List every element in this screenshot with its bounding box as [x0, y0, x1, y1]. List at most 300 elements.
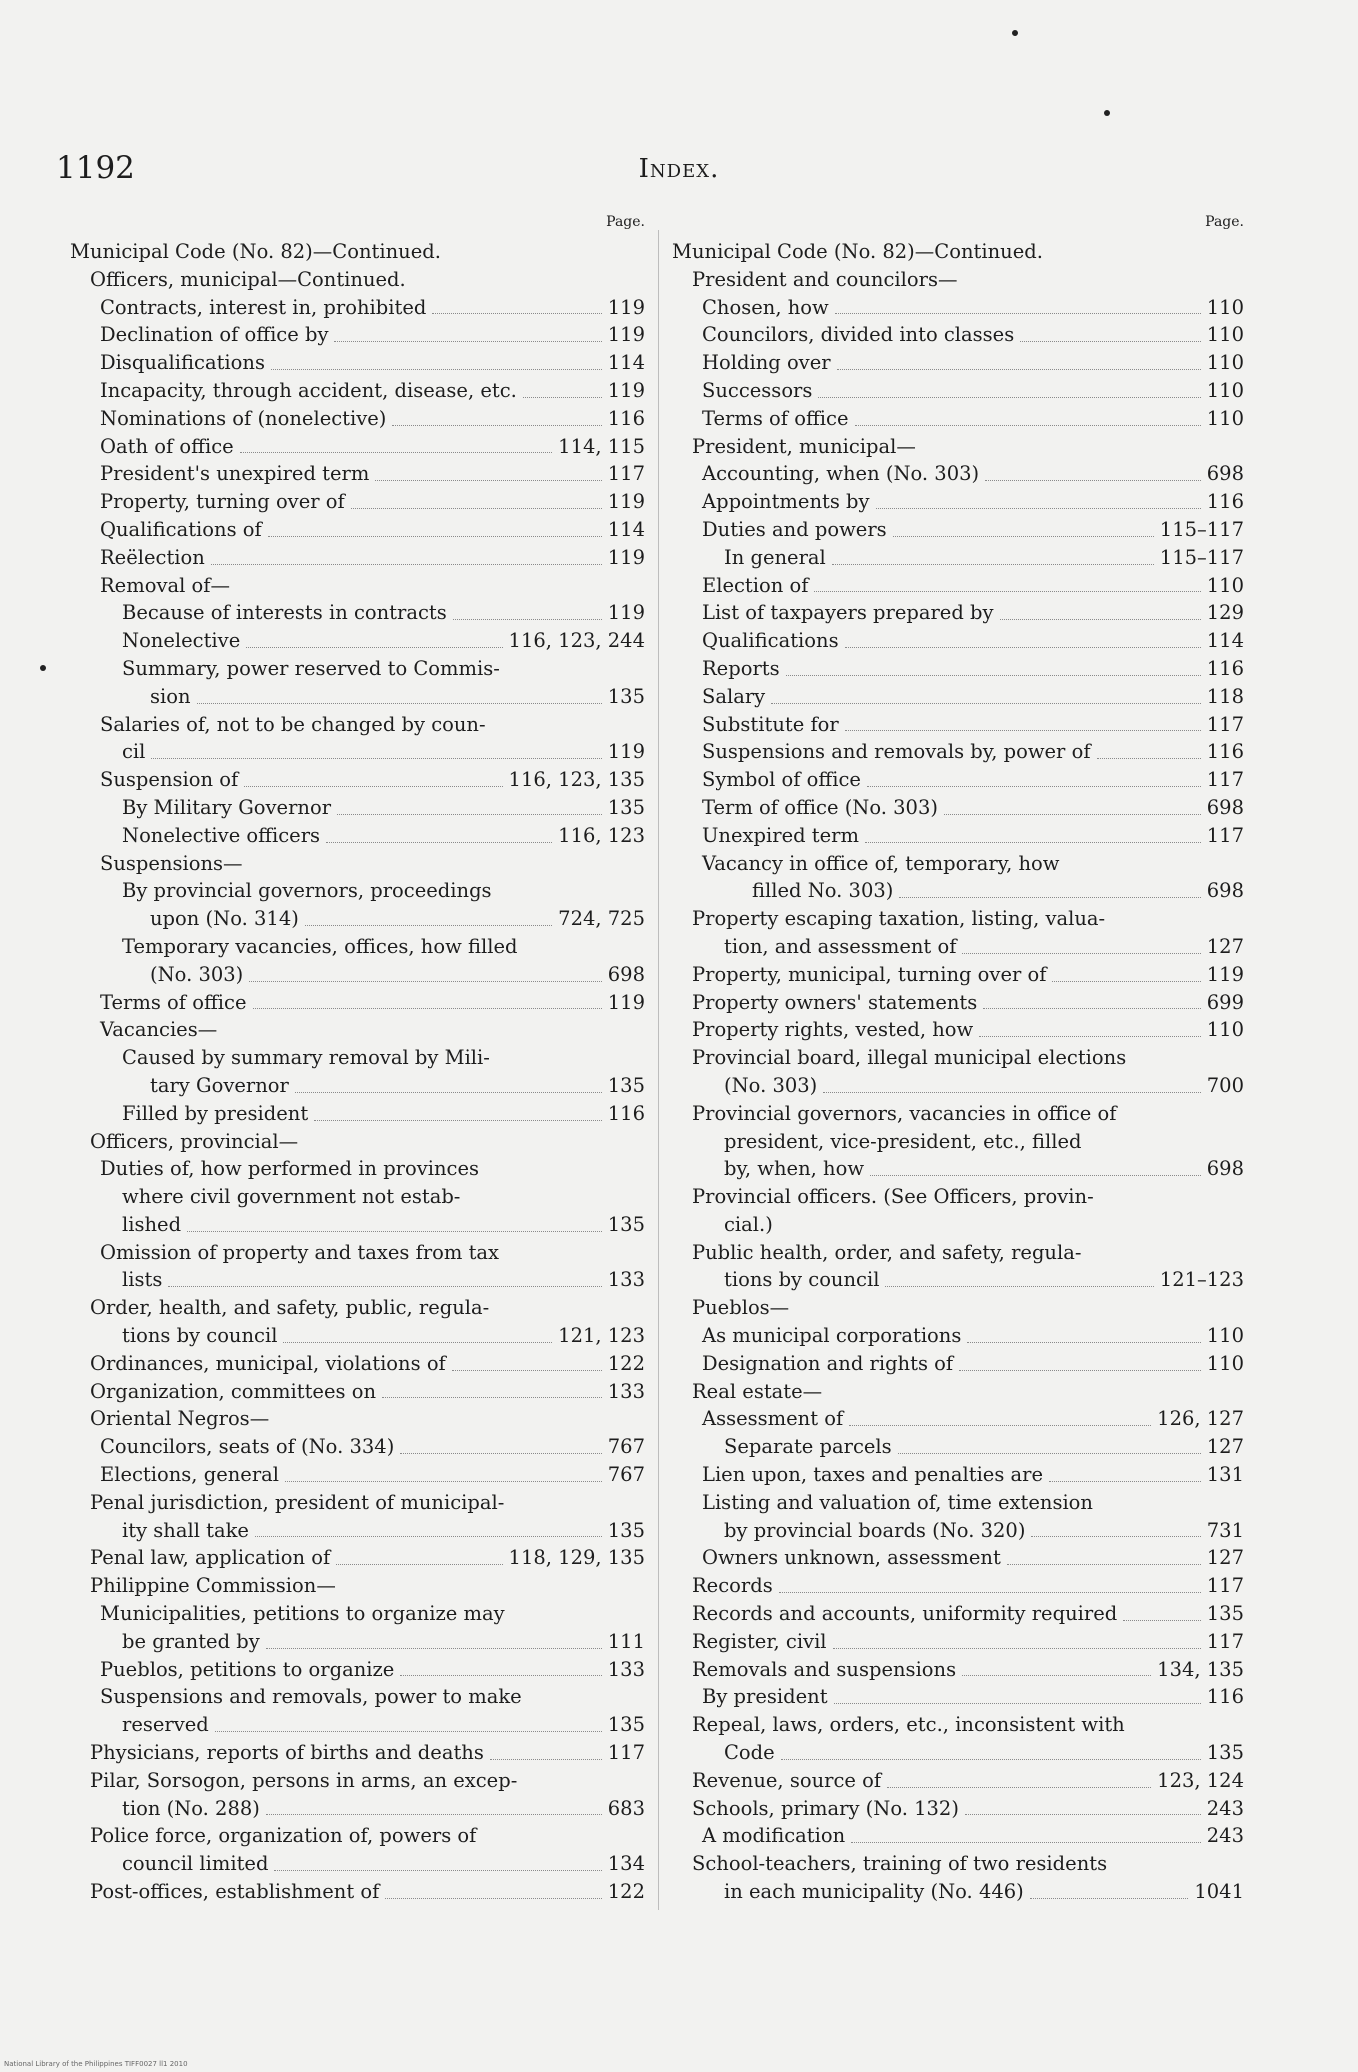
index-entry-page: 133 — [607, 1379, 645, 1403]
index-entry — [672, 738, 1244, 766]
index-entry — [672, 1795, 1244, 1823]
index-entry-text: Oath of office — [100, 434, 234, 458]
dot-leader — [1000, 619, 1201, 620]
index-entry-page: 117 — [1206, 768, 1244, 792]
dot-leader — [1030, 1898, 1189, 1899]
index-entry-text: Register, civil — [692, 1629, 827, 1653]
index-entry-page: 110 — [1206, 351, 1244, 375]
index-entry-page: 134, 135 — [1157, 1657, 1244, 1681]
index-entry-text: filled No. 303) — [752, 879, 894, 903]
index-entry-page: 129 — [1206, 601, 1244, 625]
dot-leader — [244, 786, 502, 787]
index-entry-text: Code — [724, 1741, 775, 1765]
dot-leader — [453, 619, 602, 620]
index-entry-text: Nonelective officers — [122, 823, 321, 847]
index-entry — [70, 738, 645, 766]
index-entry-page: 135 — [607, 795, 645, 819]
index-entry — [70, 599, 645, 627]
index-entry — [70, 1378, 645, 1406]
index-entry-text: be granted by — [122, 1629, 260, 1653]
dot-leader — [211, 564, 602, 565]
index-entry-text: Revenue, source of — [692, 1768, 882, 1792]
index-entry-text: Term of office (No. 303) — [702, 795, 938, 819]
dot-leader — [1052, 981, 1200, 982]
dot-leader — [337, 814, 602, 815]
index-entry-page: 119 — [607, 990, 645, 1014]
index-entry-text: Because of interests in contracts — [122, 601, 447, 625]
dot-leader — [375, 480, 601, 481]
index-entry-page: 114, 115 — [558, 434, 645, 458]
index-entry — [70, 572, 645, 600]
dot-leader — [779, 1592, 1201, 1593]
index-entry-text: Philippine Commission— — [90, 1574, 336, 1598]
index-entry — [672, 266, 1244, 294]
index-entry — [70, 1100, 645, 1128]
dot-leader — [887, 1787, 1151, 1788]
index-column-right — [672, 214, 1244, 1906]
page-title: Index. — [638, 154, 720, 184]
dot-leader — [837, 369, 1201, 370]
index-entry-text: Property escaping taxation, listing, valua- — [692, 907, 1106, 931]
index-entry — [672, 405, 1244, 433]
dot-leader — [870, 1175, 1201, 1176]
index-entry-text: Nonelective — [122, 629, 241, 653]
index-entry — [672, 961, 1244, 989]
index-entry-text: cial.) — [724, 1212, 773, 1236]
index-entry-page: 111 — [607, 1629, 645, 1653]
dot-leader — [899, 897, 1200, 898]
index-entry — [672, 1016, 1244, 1044]
index-entry-text: Property, turning over of — [100, 490, 345, 514]
dot-leader — [959, 1370, 1201, 1371]
index-entry — [70, 1266, 645, 1294]
dot-leader — [240, 452, 553, 453]
index-entry-text: Chosen, how — [702, 295, 829, 319]
index-entry-page: 121, 123 — [558, 1324, 645, 1348]
dot-leader — [452, 1370, 602, 1371]
index-entry — [672, 460, 1244, 488]
index-entry-text: Election of — [702, 573, 809, 597]
index-entry — [70, 1405, 645, 1433]
index-entry — [672, 1461, 1244, 1489]
index-column-left — [70, 214, 645, 1906]
index-entry-text: upon (No. 314) — [150, 907, 299, 931]
index-entry-page: 135 — [607, 1713, 645, 1737]
index-entry-text: Designation and rights of — [702, 1351, 954, 1375]
index-entry — [672, 1600, 1244, 1628]
index-entry — [70, 1878, 645, 1906]
index-entry — [672, 1822, 1244, 1850]
index-entry-text: Records and accounts, uniformity required — [692, 1602, 1118, 1626]
dot-leader — [944, 814, 1201, 815]
index-entry-page: 699 — [1206, 990, 1244, 1014]
index-entry-text: tions by council — [724, 1268, 880, 1292]
index-entry-page: 110 — [1206, 406, 1244, 430]
index-entry-page: 767 — [607, 1463, 645, 1487]
index-entry — [70, 1795, 645, 1823]
index-entry-text: Duties and powers — [702, 517, 887, 541]
index-entry-text: Duties of, how performed in provinces — [100, 1157, 480, 1181]
index-entry-text: Suspensions— — [100, 851, 243, 875]
index-entry-page: 135 — [607, 1073, 645, 1097]
index-entry-text: Municipalities, petitions to organize may — [100, 1602, 505, 1626]
index-entry-text: As municipal corporations — [702, 1324, 962, 1348]
index-entry — [672, 1211, 1244, 1239]
index-entry — [70, 1517, 645, 1545]
index-entry — [70, 460, 645, 488]
index-entry-text: Assessment of — [702, 1407, 844, 1431]
index-entry-page: 118, 129, 135 — [508, 1546, 645, 1570]
index-entry — [672, 1350, 1244, 1378]
index-entry-page: 134 — [607, 1852, 645, 1876]
index-entry-text: (No. 303) — [724, 1073, 818, 1097]
index-entries-left — [70, 238, 645, 1906]
index-entry — [70, 1183, 645, 1211]
dot-leader — [845, 647, 1201, 648]
index-entry-text: Suspensions and removals by, power of — [702, 740, 1091, 764]
index-entry-page: 133 — [607, 1268, 645, 1292]
index-entry-text: Reëlection — [100, 545, 205, 569]
index-entry — [672, 1044, 1244, 1072]
index-entry-text: Separate parcels — [724, 1435, 892, 1459]
index-entry-text: tion, and assessment of — [724, 934, 957, 958]
index-entry-text: Officers, municipal—Continued. — [90, 267, 406, 291]
index-entry-text: Public health, order, and safety, regula- — [692, 1240, 1082, 1264]
index-entry — [70, 1822, 645, 1850]
dot-leader — [400, 1453, 601, 1454]
page-column-label: Page. — [606, 214, 645, 230]
index-entry — [70, 1433, 645, 1461]
index-entry-page: 115–117 — [1159, 517, 1244, 541]
index-entry — [70, 1350, 645, 1378]
index-entry — [70, 1600, 645, 1628]
dot-leader — [400, 1675, 601, 1676]
index-entry — [70, 1767, 645, 1795]
index-entry-page: 123, 124 — [1157, 1768, 1244, 1792]
index-entry — [70, 321, 645, 349]
index-entry — [70, 1211, 645, 1239]
index-entry — [70, 1656, 645, 1684]
index-entry — [70, 294, 645, 322]
index-entry — [672, 1767, 1244, 1795]
index-entry-text: Disqualifications — [100, 351, 265, 375]
index-entry-page: 683 — [607, 1796, 645, 1820]
index-entry — [672, 1155, 1244, 1183]
dot-leader — [786, 675, 1201, 676]
index-entry-text: Holding over — [702, 351, 831, 375]
dot-leader — [249, 981, 601, 982]
index-entry — [70, 433, 645, 461]
index-entry-text: Municipal Code (No. 82)—Continued. — [672, 240, 1043, 263]
index-entry — [70, 1239, 645, 1267]
index-entry — [70, 1072, 645, 1100]
index-entry-page: 135 — [1206, 1741, 1244, 1765]
index-entry-text: Municipal Code (No. 82)—Continued. — [70, 240, 441, 263]
index-entry-text: Provincial officers. (See Officers, provin- — [692, 1185, 1094, 1209]
index-entry-page: 110 — [1206, 1018, 1244, 1042]
dot-leader — [1007, 1564, 1201, 1565]
index-entry-text: tary Governor — [150, 1073, 289, 1097]
index-entry — [672, 294, 1244, 322]
index-entry-text: Organization, committees on — [90, 1379, 377, 1403]
index-entry-text: Caused by summary removal by Mili- — [122, 1046, 490, 1070]
index-entry — [70, 377, 645, 405]
index-entry-page: 110 — [1206, 323, 1244, 347]
index-entries-right — [672, 238, 1244, 1906]
index-entry — [70, 766, 645, 794]
index-entry-text: Vacancy in office of, temporary, how — [702, 851, 1060, 875]
index-entry-text: Councilors, seats of (No. 334) — [100, 1435, 395, 1459]
index-entry — [70, 1628, 645, 1656]
index-entry-text: Suspension of — [100, 768, 239, 792]
index-entry-text: Successors — [702, 378, 813, 402]
index-entry-page: 698 — [607, 962, 645, 986]
index-entry — [70, 1044, 645, 1072]
index-entry-page: 119 — [607, 601, 645, 625]
dot-leader — [255, 1536, 602, 1537]
index-entry-page: 110 — [1206, 1351, 1244, 1375]
index-entry — [672, 572, 1244, 600]
index-entry-page: 1041 — [1194, 1880, 1244, 1904]
index-entry — [672, 1683, 1244, 1711]
index-entry — [70, 1128, 645, 1156]
dot-leader — [271, 369, 602, 370]
index-entry-text: cil — [122, 740, 146, 764]
dot-leader — [1097, 758, 1201, 759]
index-entry — [70, 989, 645, 1017]
index-entry-text: (No. 303) — [150, 962, 244, 986]
index-entry — [672, 321, 1244, 349]
index-entry-page: 127 — [1206, 934, 1244, 958]
index-entry-text: Temporary vacancies, offices, how filled — [122, 934, 518, 958]
index-entry-page: 119 — [607, 295, 645, 319]
index-entry-text: Councilors, divided into classes — [702, 323, 1015, 347]
dot-leader — [818, 397, 1200, 398]
dot-leader — [382, 1397, 602, 1398]
page-number: 1192 — [56, 150, 135, 186]
index-entry-page: 117 — [1206, 1629, 1244, 1653]
index-entry — [672, 683, 1244, 711]
index-entry-page: 117 — [1206, 1574, 1244, 1598]
index-entry-text: Summary, power reserved to Commis- — [122, 656, 500, 680]
index-entry-page: 131 — [1206, 1463, 1244, 1487]
index-entry-text: Pilar, Sorsogon, persons in arms, an excep- — [90, 1768, 518, 1792]
dot-leader — [771, 703, 1201, 704]
index-entry-text: Schools, primary (No. 132) — [692, 1796, 959, 1820]
index-entry-page: 243 — [1206, 1824, 1244, 1848]
dot-leader — [392, 425, 601, 426]
index-entry-page: 122 — [607, 1351, 645, 1375]
dot-leader — [849, 1425, 1151, 1426]
index-entry-text: Provincial governors, vacancies in office of — [692, 1101, 1117, 1125]
index-entry — [70, 961, 645, 989]
index-entry-text: President, municipal— — [692, 434, 916, 458]
index-entry-text: Records — [692, 1574, 773, 1598]
index-entry — [672, 1322, 1244, 1350]
index-entry-text: Contracts, interest in, prohibited — [100, 295, 427, 319]
dot-leader — [285, 1481, 602, 1482]
index-entry-text: by, when, how — [724, 1157, 865, 1181]
index-entry — [70, 1489, 645, 1517]
index-entry-page: 127 — [1206, 1546, 1244, 1570]
index-entry-page: 135 — [607, 1212, 645, 1236]
dot-leader — [898, 1453, 1201, 1454]
index-entry — [70, 516, 645, 544]
index-entry-page: 110 — [1206, 573, 1244, 597]
index-entry-page: 119 — [607, 490, 645, 514]
index-entry-text: Post-offices, establishment of — [90, 1880, 380, 1904]
index-entry-page: 119 — [607, 378, 645, 402]
index-entry — [672, 1266, 1244, 1294]
dot-leader — [867, 786, 1201, 787]
dot-leader — [983, 1008, 1200, 1009]
index-entry-page: 110 — [1206, 378, 1244, 402]
index-entry — [672, 1183, 1244, 1211]
index-entry-text: reserved — [122, 1713, 209, 1737]
index-entry-page: 731 — [1206, 1518, 1244, 1542]
index-entry — [70, 850, 645, 878]
index-entry-text: Omission of property and taxes from tax — [100, 1240, 500, 1264]
dot-leader — [351, 508, 602, 509]
index-entry — [672, 433, 1244, 461]
index-entry-page: 767 — [607, 1435, 645, 1459]
index-entry-page: 119 — [607, 740, 645, 764]
index-entry-text: Incapacity, through accident, disease, etc. — [100, 378, 517, 402]
index-entry-text: Symbol of office — [702, 768, 861, 792]
index-entry — [70, 1739, 645, 1767]
index-entry — [70, 1544, 645, 1572]
index-entry — [672, 766, 1244, 794]
index-entry-page: 117 — [607, 1741, 645, 1765]
index-entry-text: Order, health, and safety, public, regula- — [90, 1296, 490, 1320]
index-entry-text: tion (No. 288) — [122, 1796, 260, 1820]
dot-leader — [187, 1231, 602, 1232]
index-entry-text: Terms of office — [100, 990, 247, 1014]
column-divider — [658, 230, 659, 1910]
index-entry — [70, 822, 645, 850]
index-entry-text: School-teachers, training of two residents — [692, 1852, 1108, 1876]
dot-leader — [295, 1092, 602, 1093]
index-entry-text: lished — [122, 1212, 182, 1236]
index-entry — [672, 794, 1244, 822]
dot-leader — [962, 953, 1200, 954]
index-entry-page: 119 — [607, 545, 645, 569]
dot-leader — [326, 842, 552, 843]
index-entry-text: Oriental Negros— — [90, 1407, 270, 1431]
dot-leader — [823, 1092, 1200, 1093]
index-entry-text: Real estate— — [692, 1379, 823, 1403]
index-entry-text: Qualifications — [702, 629, 839, 653]
index-entry-page: 117 — [607, 462, 645, 486]
index-entry-text: By provincial governors, proceedings — [122, 879, 492, 903]
index-entry-page: 114 — [607, 517, 645, 541]
index-entry-text: Listing and valuation of, time extension — [702, 1490, 1093, 1514]
index-entry — [70, 627, 645, 655]
index-entry-page: 110 — [1206, 295, 1244, 319]
index-entry-page: 117 — [1206, 823, 1244, 847]
index-entry — [672, 850, 1244, 878]
dot-leader — [197, 703, 602, 704]
dot-leader — [334, 341, 601, 342]
index-entry-page: 135 — [1206, 1602, 1244, 1626]
index-entry-text: A modification — [702, 1824, 846, 1848]
scan-speck — [40, 665, 46, 671]
dot-leader — [253, 1008, 602, 1009]
dot-leader — [314, 1120, 602, 1121]
index-entry-text: Lien upon, taxes and penalties are — [702, 1463, 1044, 1487]
index-entry-page: 127 — [1206, 1435, 1244, 1459]
dot-leader — [834, 1703, 1201, 1704]
index-entry — [672, 1572, 1244, 1600]
index-entry-text: In general — [724, 545, 826, 569]
index-entry-text: Owners unknown, assessment — [702, 1546, 1001, 1570]
dot-leader — [215, 1731, 602, 1732]
dot-leader — [851, 1842, 1201, 1843]
dot-leader — [962, 1675, 1151, 1676]
index-entry — [672, 655, 1244, 683]
index-entry-page: 116, 123, 244 — [508, 629, 645, 653]
dot-leader — [979, 1036, 1201, 1037]
index-entry — [70, 238, 645, 266]
dot-leader — [1123, 1620, 1201, 1621]
index-entry — [672, 1656, 1244, 1684]
index-entry-page: 243 — [1206, 1796, 1244, 1820]
index-entry-text: Officers, provincial— — [90, 1129, 299, 1153]
index-entry — [672, 1100, 1244, 1128]
index-entry-text: Unexpired term — [702, 823, 859, 847]
index-entry-text: Elections, general — [100, 1463, 280, 1487]
index-entry-text: in each municipality (No. 446) — [724, 1880, 1024, 1904]
index-entry-text: council limited — [122, 1852, 269, 1876]
index-entry-page: 122 — [607, 1880, 645, 1904]
index-entry-page: 119 — [607, 323, 645, 347]
index-entry-page: 117 — [1206, 712, 1244, 736]
index-entry-text: Pueblos— — [692, 1296, 790, 1320]
index-entry — [70, 544, 645, 572]
dot-leader — [432, 313, 601, 314]
dot-leader — [168, 1286, 601, 1287]
index-entry-text: Provincial board, illegal municipal elections — [692, 1046, 1127, 1070]
index-entry-text: president, vice-president, etc., filled — [724, 1129, 1082, 1153]
dot-leader — [266, 1814, 602, 1815]
index-entry — [672, 877, 1244, 905]
index-entry-page: 116 — [607, 1101, 645, 1125]
dot-leader — [490, 1759, 602, 1760]
index-entry-text: Nominations of (nonelective) — [100, 406, 387, 430]
index-entry — [672, 516, 1244, 544]
index-entry-text: Terms of office — [702, 406, 849, 430]
dot-leader — [151, 758, 601, 759]
index-entry-page: 110 — [1206, 1324, 1244, 1348]
index-entry-page: 116 — [1206, 740, 1244, 764]
index-entry-page: 115–117 — [1159, 545, 1244, 569]
dot-leader — [865, 842, 1201, 843]
dot-leader — [781, 1759, 1201, 1760]
index-entry — [672, 1433, 1244, 1461]
index-entry-text: Accounting, when (No. 303) — [702, 462, 980, 486]
index-entry-text: Pueblos, petitions to organize — [100, 1657, 395, 1681]
index-entry-page: 114 — [1206, 629, 1244, 653]
index-entry-text: Physicians, reports of births and deaths — [90, 1741, 484, 1765]
index-entry — [672, 1378, 1244, 1406]
index-entry — [672, 989, 1244, 1017]
index-entry — [672, 1878, 1244, 1906]
index-entry-text: Property, municipal, turning over of — [692, 962, 1047, 986]
index-entry-text: President and councilors— — [692, 267, 958, 291]
scan-speck — [1104, 110, 1110, 116]
index-entry-text: where civil government not estab- — [122, 1185, 461, 1209]
dot-leader — [523, 397, 602, 398]
